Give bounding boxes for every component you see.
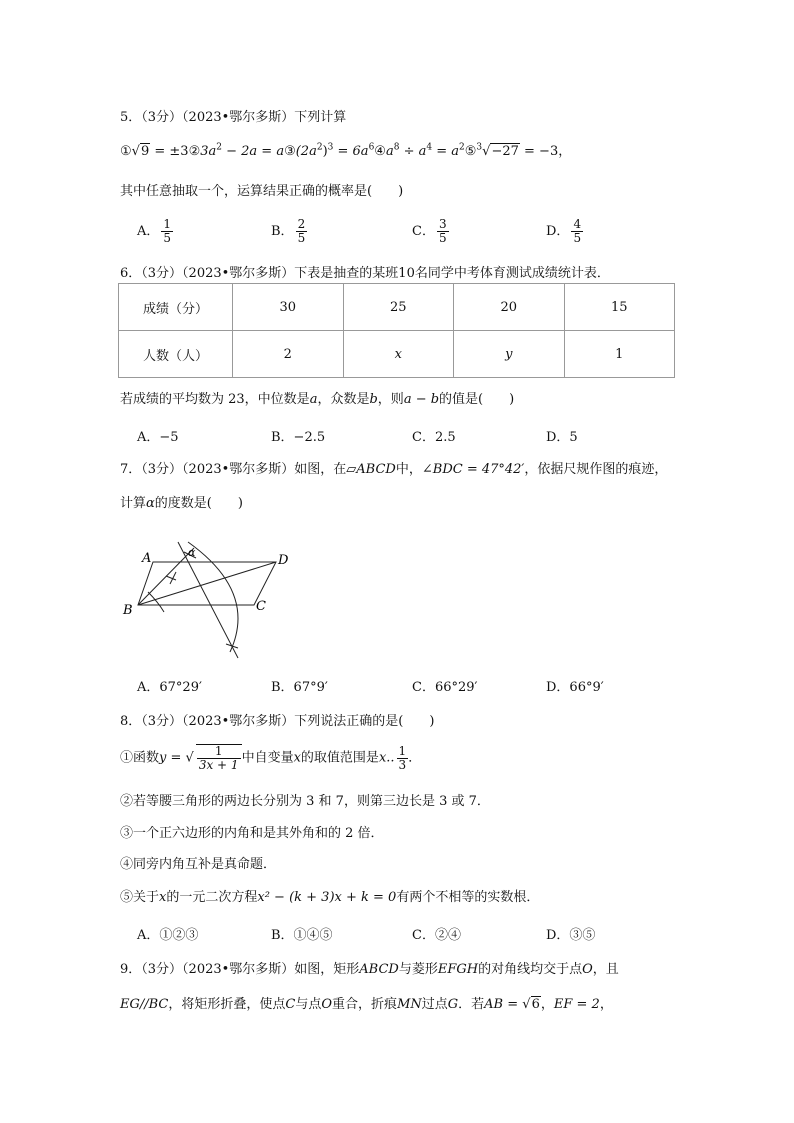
q5-circle-1: ① bbox=[120, 144, 132, 159]
table-cell: 25 bbox=[343, 284, 454, 331]
q5-c-den: 5 bbox=[438, 231, 447, 245]
q6-option-a[interactable]: A．−5 bbox=[137, 430, 179, 445]
table-row bbox=[119, 331, 675, 378]
label-d: D bbox=[278, 553, 289, 568]
q5-radicand-27: −27 bbox=[491, 144, 519, 159]
label-c: C bbox=[256, 599, 266, 614]
q9-line2: EG//BC，将矩形折叠，使点C与点O重合，折痕MN过点G．若AB = √6，EF = 2， bbox=[120, 997, 613, 1012]
q5-circle-3: ③ bbox=[284, 144, 296, 159]
q8-option-a[interactable]: A．①②③ bbox=[137, 928, 199, 943]
perp-bisector bbox=[178, 542, 238, 658]
q8-statement-2: ②若等腰三角形的两边长分别为 3 和 7，则第三边长是 3 或 7． bbox=[120, 794, 490, 809]
q8-statement-4: ④同旁内角互补是真命题． bbox=[120, 857, 277, 872]
q7-option-d[interactable]: D．66°9′ bbox=[546, 680, 604, 695]
q5-exp-4b: 4 bbox=[426, 142, 433, 153]
q5-cube-index: 3 bbox=[476, 142, 483, 153]
q8-option-c[interactable]: C．②④ bbox=[412, 928, 461, 943]
q7-stem: 7．（3分）（2023•鄂尔多斯）如图，在▱ABCD中，∠BDC = 47°42′，依据尺规作图的痕迹， bbox=[120, 462, 668, 477]
q5-radicand-9: 9 bbox=[140, 144, 150, 159]
q7-option-b[interactable]: B．67°9′ bbox=[271, 680, 328, 695]
q5-expr5: = −3， bbox=[519, 144, 572, 159]
table-cell: 人数（人） bbox=[119, 331, 233, 378]
label-b: B bbox=[123, 603, 133, 618]
q5-a-den: 5 bbox=[163, 231, 172, 245]
q5-expr3a: (2a bbox=[295, 144, 317, 159]
q5-expr4c: = a bbox=[432, 144, 460, 159]
q5-expr2b: − 2a = a bbox=[221, 144, 285, 159]
q5-option-d[interactable]: D． $\frac{4}{5}$ bbox=[546, 217, 582, 245]
q8-stem: 8．（3分）（2023•鄂尔多斯）下列说法正确的是( ) bbox=[120, 714, 435, 729]
label-alpha: α bbox=[188, 546, 196, 559]
q5-exp-3a: 2 bbox=[316, 142, 323, 153]
q5-exp-4c: 2 bbox=[459, 142, 465, 153]
q5-a-num: 1 bbox=[163, 217, 172, 231]
q5-expr2a: 3a bbox=[200, 144, 217, 159]
q7-option-c[interactable]: C．66°29′ bbox=[412, 680, 478, 695]
q5-expr3c: = 6a bbox=[333, 144, 369, 159]
q5-d-num: 4 bbox=[573, 217, 582, 231]
q5-cbrt-sign: √ bbox=[482, 144, 491, 159]
table-cell: 成绩（分） bbox=[119, 284, 233, 331]
q5-expr4a: a bbox=[385, 144, 394, 159]
q8-option-d[interactable]: D．③⑤ bbox=[546, 928, 596, 943]
table-cell: 20 bbox=[454, 284, 565, 331]
table-cell: x bbox=[343, 331, 454, 378]
table-cell: 2 bbox=[233, 331, 344, 378]
table-row bbox=[119, 284, 675, 331]
q5-line2: 其中任意抽取一个，运算结果正确的概率是( ) bbox=[120, 184, 404, 199]
q7-parallelogram-figure bbox=[118, 532, 298, 662]
q5-option-a[interactable]: A． $\frac{1}{5}$ bbox=[137, 217, 172, 245]
q5-stem: 5．（3分）（2023•鄂尔多斯）下列计算 bbox=[120, 110, 347, 125]
table-cell: y bbox=[454, 331, 565, 378]
q7-option-a[interactable]: A．67°29′ bbox=[137, 680, 202, 695]
table-cell: 30 bbox=[233, 284, 344, 331]
q5-c-num: 3 bbox=[438, 217, 447, 231]
q5-exp-4a: 8 bbox=[393, 142, 400, 153]
q6-line2: 若成绩的平均数为 23，中位数是a，众数是b，则a − b的值是( ) bbox=[120, 392, 515, 407]
q6-stem: 6．（3分）（2023•鄂尔多斯）下表是抽查的某班10名同学中考体育测试成绩统计表． bbox=[120, 266, 610, 281]
label-a: A bbox=[142, 551, 152, 566]
arc-large bbox=[188, 542, 238, 652]
q5-circle-5: ⑤ bbox=[464, 144, 477, 159]
q6-option-b[interactable]: B．−2.5 bbox=[271, 430, 326, 445]
q5-exp-2a: 2 bbox=[216, 142, 222, 153]
q6-score-table bbox=[118, 283, 675, 378]
q5-exp-3b: 3 bbox=[327, 142, 334, 153]
q5-d-den: 5 bbox=[573, 231, 582, 245]
q8-statement-5: ⑤关于x的一元二次方程x² − (k + 3)x + k = 0有两个不相等的实数根． bbox=[120, 890, 540, 905]
q7-line2: 计算α的度数是( ) bbox=[120, 496, 243, 511]
q8-statement-3: ③一个正六边形的内角和是其外角和的 2 倍． bbox=[120, 826, 384, 841]
q6-option-d[interactable]: D．5 bbox=[546, 430, 578, 445]
q5-option-b[interactable]: B． $\frac{2}{5}$ bbox=[271, 217, 306, 245]
q5-option-c[interactable]: C． $\frac{3}{5}$ bbox=[412, 217, 447, 245]
q5-expr3b: ) bbox=[322, 144, 328, 159]
table-cell: 1 bbox=[564, 331, 675, 378]
arc-small bbox=[148, 592, 164, 612]
q5-exp-3c: 6 bbox=[368, 142, 375, 153]
q5-b-num: 2 bbox=[297, 217, 306, 231]
q8-option-b[interactable]: B．①④⑤ bbox=[271, 928, 333, 943]
q5-sqrt-sign: √ bbox=[131, 144, 140, 159]
q5-circle-2: ② bbox=[188, 144, 201, 159]
q9-line1: 9．（3分）（2023•鄂尔多斯）如图，矩形ABCD与菱形EFGH的对角线均交于点O，且 bbox=[120, 962, 619, 977]
q5-expressions bbox=[120, 140, 571, 159]
table-cell: 15 bbox=[564, 284, 675, 331]
q5-circle-4: ④ bbox=[374, 144, 386, 159]
q5-expr4b: ÷ a bbox=[399, 144, 427, 159]
q8-statement-1: ①函数y = √ $\frac{1}{3x + 1}$ 中自变量x的取值范围是x.. $\frac{1}{3}$ ． bbox=[120, 743, 422, 772]
q5-b-den: 5 bbox=[297, 231, 306, 245]
q6-option-c[interactable]: C．2.5 bbox=[412, 430, 456, 445]
arc-mark-1 bbox=[166, 576, 176, 580]
q5-expr1: = ±3 bbox=[150, 144, 189, 159]
